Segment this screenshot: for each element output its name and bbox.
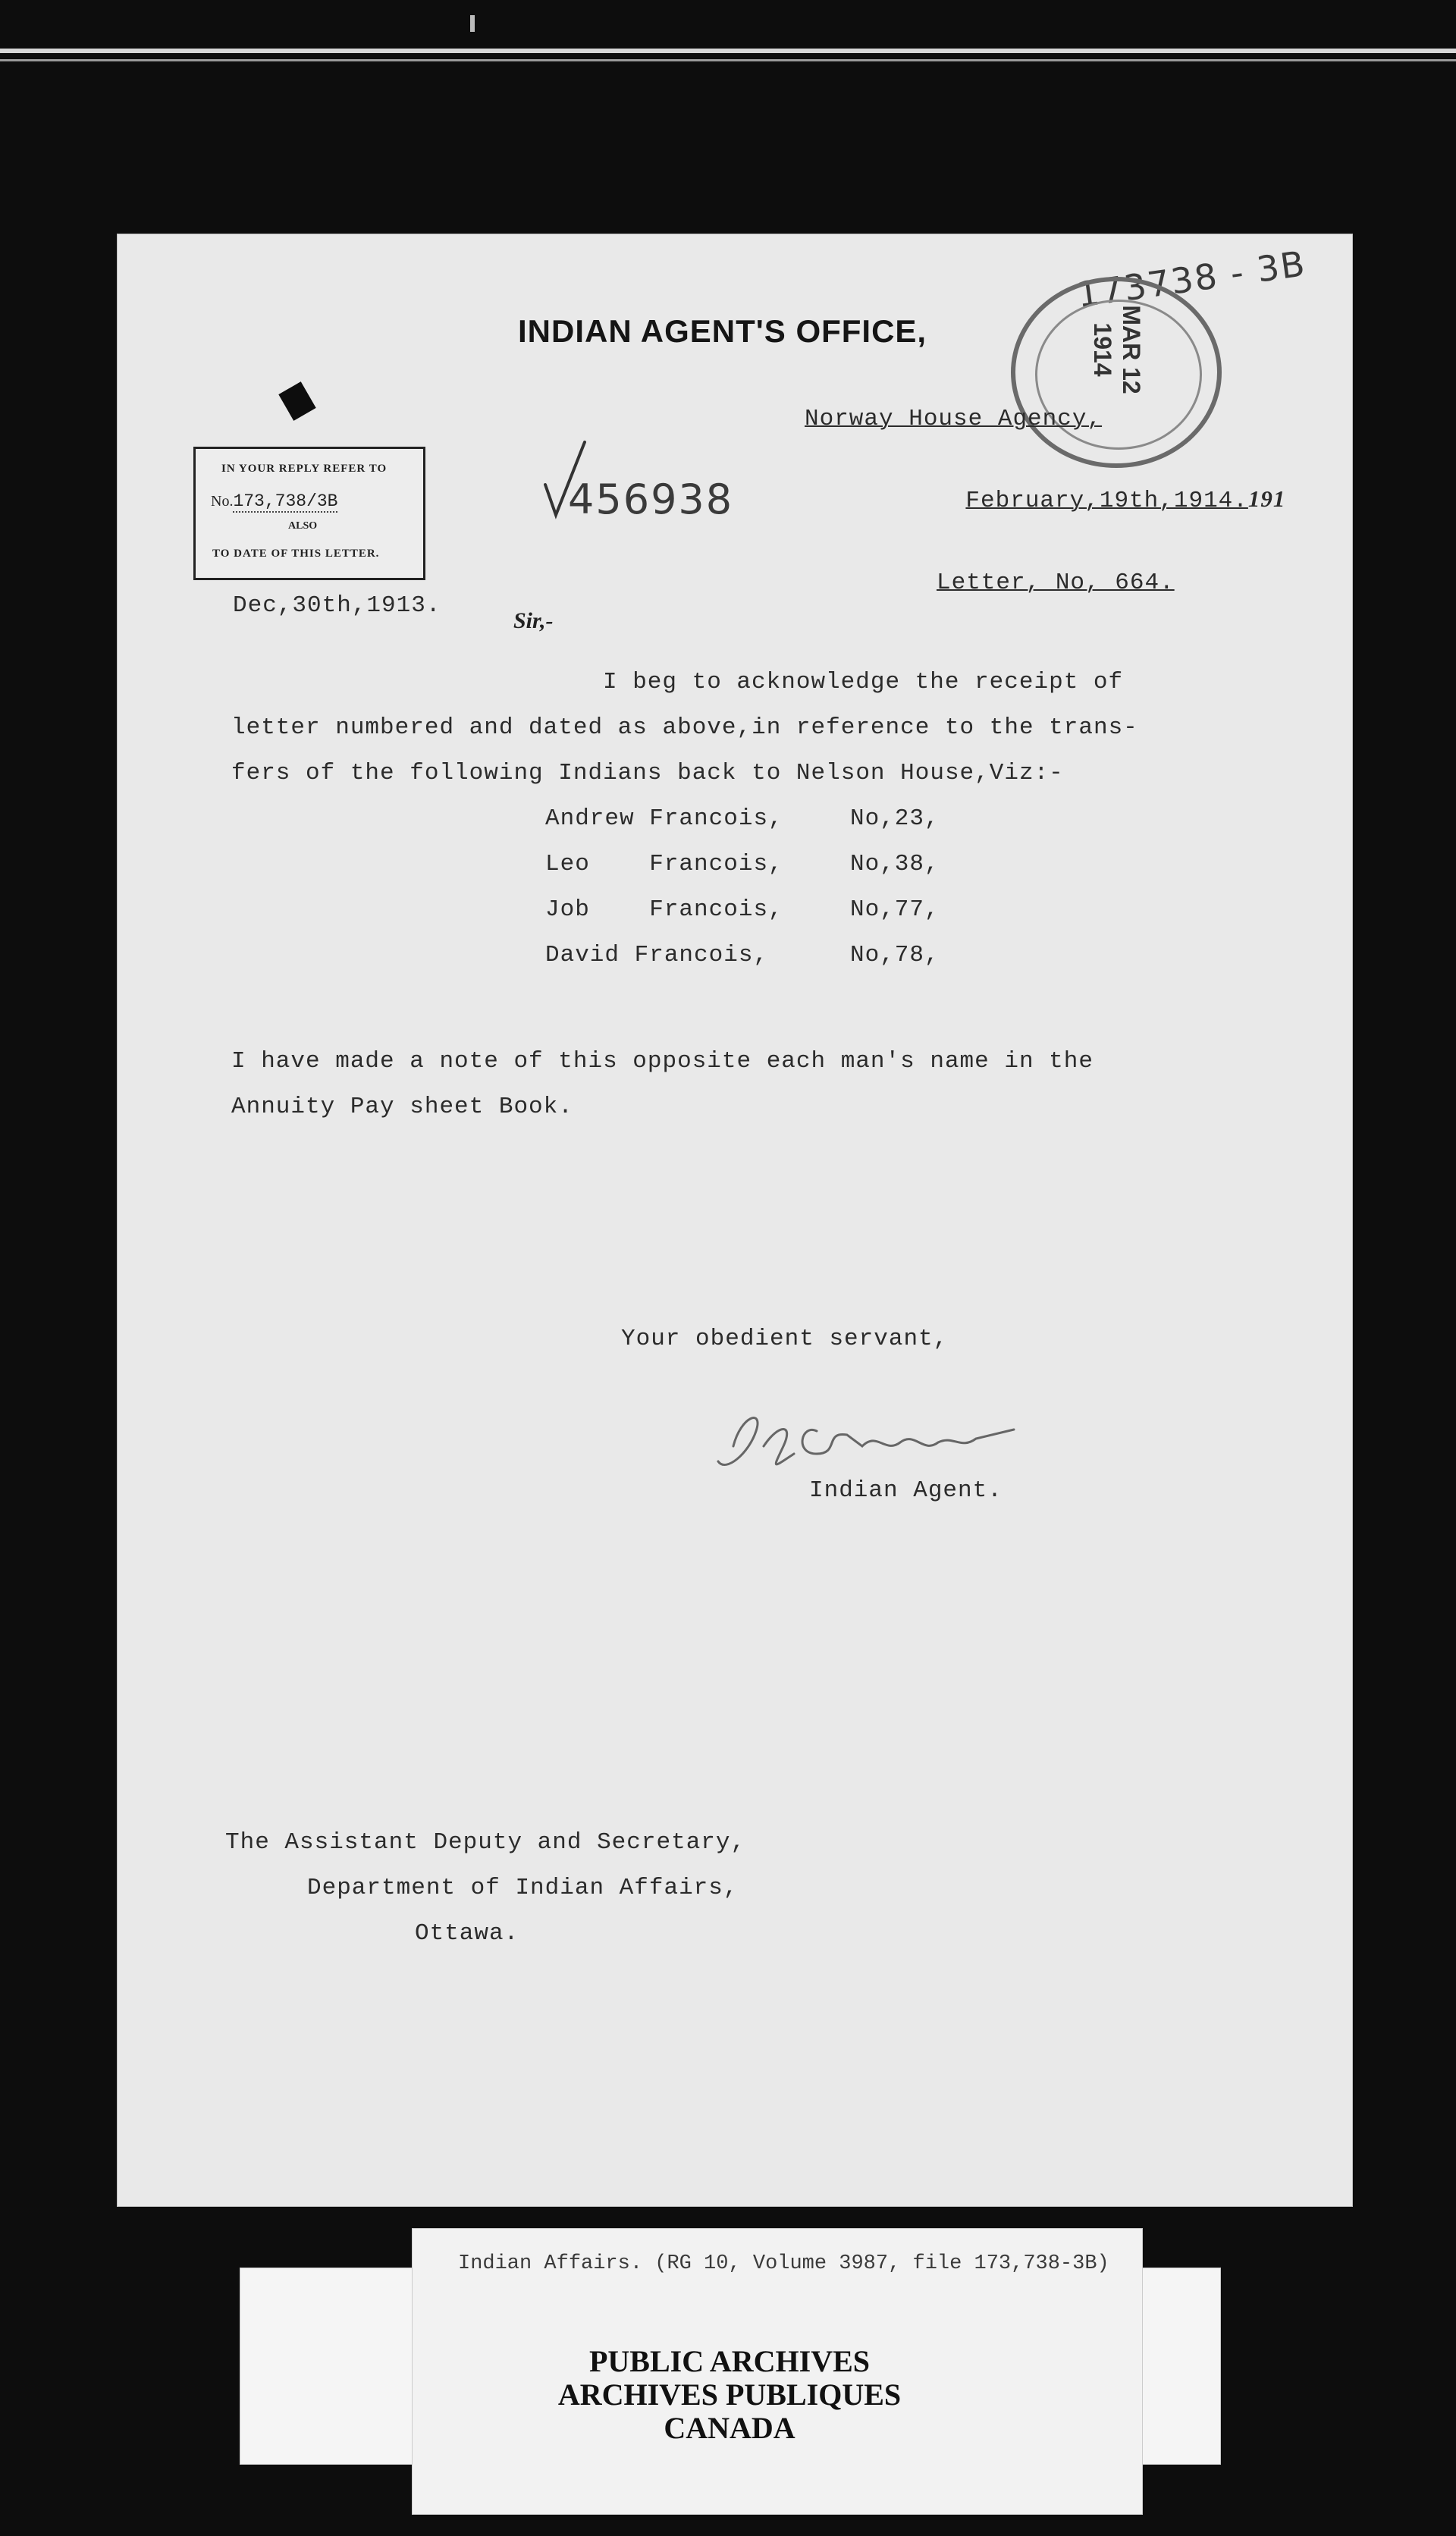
archive-country: CANADA: [664, 2411, 795, 2445]
indian-number-3: No,77,: [850, 896, 940, 923]
archive-name-fr: ARCHIVES PUBLIQUES: [557, 2378, 902, 2412]
film-edge-line-secondary: [0, 59, 1456, 61]
signature: [711, 1401, 1029, 1477]
reference-number-line: [211, 491, 337, 511]
indian-name-2: Leo Francois,: [545, 851, 783, 877]
indian-number-1: No,23,: [850, 805, 940, 832]
letter-date-line: [906, 459, 1285, 541]
reference-box-also: ALSO: [288, 520, 318, 532]
handwritten-number: 456938: [568, 476, 734, 523]
reference-number: 173,738/3B: [233, 491, 338, 511]
reference-box-footer: TO DATE OF THIS LETTER.: [212, 548, 380, 560]
reference-date: Dec,30th,1913.: [233, 592, 441, 619]
agency-name: Norway House Agency,: [805, 406, 1103, 432]
archive-citation: Indian Affairs. (RG 10, Volume 3987, file 173,738-3B): [458, 2252, 1109, 2275]
archive-seal-text: [240, 2345, 1219, 2445]
indian-name-3: Job Francois,: [545, 896, 783, 923]
letterhead: INDIAN AGENT'S OFFICE,: [518, 313, 927, 349]
closing: Your obedient servant,: [621, 1326, 949, 1352]
film-edge-line: [0, 49, 1456, 53]
reference-no-label: No.: [211, 493, 234, 510]
reference-box: [193, 447, 425, 580]
handwritten-file-number: 173738 - 3B: [1074, 243, 1309, 315]
reference-box-heading: IN YOUR REPLY REFER TO: [221, 463, 388, 475]
date-received-stamp: [1011, 277, 1222, 468]
indian-name-4: David Francois,: [545, 942, 769, 968]
body-line-2: letter numbered and dated as above,in reference to the trans-: [231, 714, 1138, 741]
body-line-1: I beg to acknowledge the receipt of: [603, 669, 1124, 695]
date-suffix: 191: [1247, 485, 1286, 512]
signer-title: Indian Agent.: [809, 1477, 1003, 1504]
film-mark: [470, 15, 475, 32]
letter-date: February,19th,1914.: [965, 488, 1248, 514]
addressee-line-3: Ottawa.: [415, 1920, 519, 1947]
indian-name-1: Andrew Francois,: [545, 805, 783, 832]
black-mark: [278, 381, 315, 421]
stamp-date: MAR 12 1914: [1089, 305, 1145, 394]
archive-name-en: PUBLIC ARCHIVES: [588, 2344, 871, 2378]
indian-number-4: No,78,: [850, 942, 940, 968]
indian-number-2: No,38,: [850, 851, 940, 877]
note-line-2: Annuity Pay sheet Book.: [231, 1094, 573, 1120]
body-line-3: fers of the following Indians back to Nelson House,Viz:-: [231, 760, 1064, 786]
addressee-line-2: Department of Indian Affairs,: [307, 1875, 739, 1901]
salutation: Sir,-: [513, 608, 554, 633]
letter-page: [117, 234, 1353, 2207]
letter-number: Letter, No, 664.: [937, 570, 1175, 596]
addressee-line-1: The Assistant Deputy and Secretary,: [225, 1829, 746, 1856]
note-line-1: I have made a note of this opposite each man's name in the: [231, 1048, 1094, 1075]
